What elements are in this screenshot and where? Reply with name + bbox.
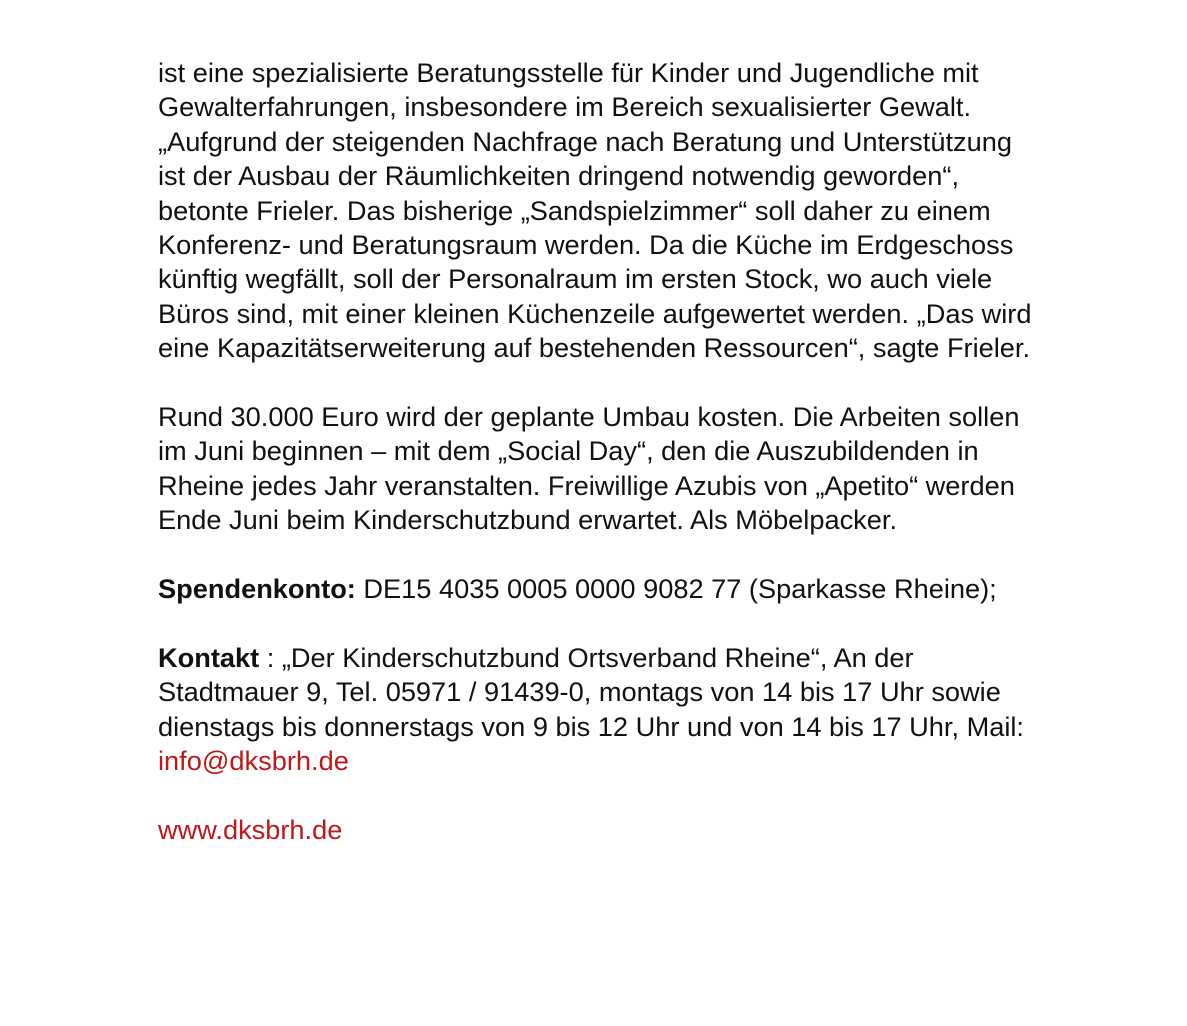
contact-label: Kontakt (158, 641, 260, 673)
website-link[interactable]: www.dksbrh.de (158, 813, 343, 845)
contact-text: : „Der Kinderschutzbund Ortsverband Rheine“, An der Stadtmauer 9, Tel. 05971 / 91439-0, montags von 14 bis 17 Uhr sowie dienstags bis donnerstags von 9 bis 12 Uhr und von 14 bis 17 Uhr, Mail: (158, 641, 1024, 742)
contact-info (158, 641, 1038, 779)
email-link[interactable]: info@dksbrh.de (158, 745, 349, 777)
donation-label: Spendenkonto: (158, 573, 356, 605)
donation-info (158, 572, 1038, 606)
article-paragraph: Rund 30.000 Euro wird der geplante Umbau kosten. Die Arbeiten sollen im Juni beginnen – mit dem „Social Day“, den die Auszubildenden in Rheine jedes Jahr veranstalten. Freiwillige Azubis von „Apetito“ werden Ende Juni beim Kinderschutzbund erwartet. Als Möbelpacker. (158, 401, 1020, 536)
website-paragraph (158, 813, 1038, 847)
donation-text: DE15 4035 0005 0000 9082 77 (Sparkasse Rheine); (355, 573, 997, 605)
article-paragraph: ist eine spezialisierte Beratungsstelle für Kinder und Jugendliche mit Gewalterfahrungen, insbesondere im Bereich sexualisierter Gewalt. „Aufgrund der steigenden Nachfrage nach Beratung und Unterstützung ist der Ausbau der Räumlichkeiten dringend notwendig geworden“, betonte Frieler. Das bisherige „Sandspielzimmer“ soll daher zu einem Konferenz- und Beratungsraum werden. Da die Küche im Erdgeschoss künftig wegfällt, soll der Personalraum im ersten Stock, wo auch viele Büros sind, mit einer kleinen Küchenzeile aufgewertet werden. „Das wird eine Kapazitätserweiterung auf bestehenden Ressourcen“, sagte Frieler. (158, 57, 1032, 364)
article-body (158, 56, 1038, 847)
